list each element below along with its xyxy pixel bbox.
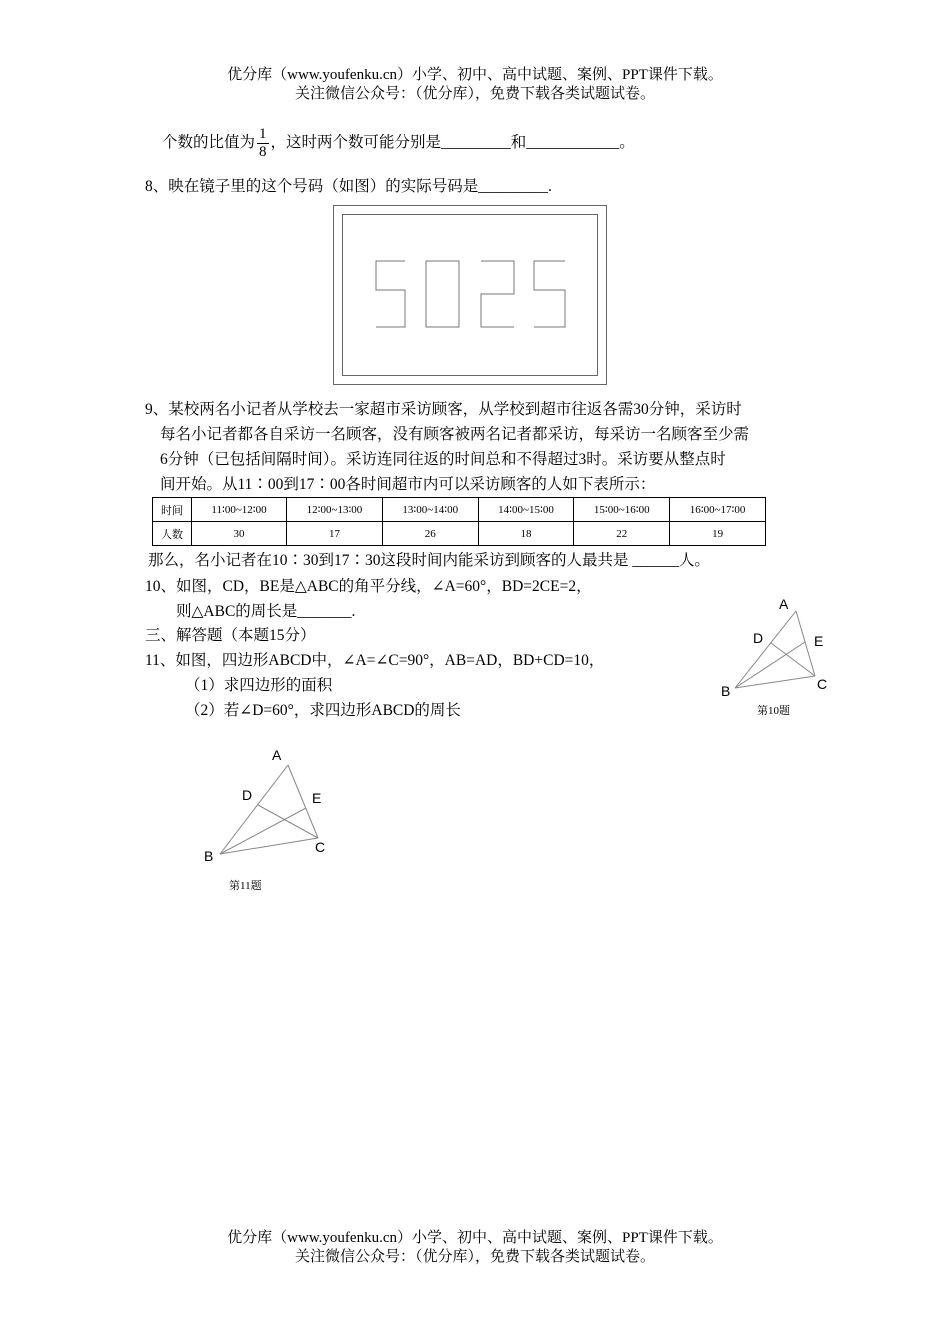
table-cell-time: 14∶00~15∶00: [478, 498, 574, 522]
table-cell-count: 18: [478, 522, 574, 546]
table-row-times: [153, 498, 766, 522]
q11-label-d: D: [242, 787, 253, 803]
q9-line-1: 9、某校两名小记者从学校去一家超市采访顾客，从学校到超市往返各需30分钟，采访时: [145, 401, 742, 418]
q10-line-2: 则△ABC的周长是_______.: [176, 603, 356, 620]
q10-label-a: A: [779, 596, 789, 612]
table-cell-time: 12∶00~13∶00: [287, 498, 383, 522]
q10-caption: 第10题: [757, 705, 790, 717]
q11-label-e: E: [312, 790, 322, 806]
q10-label-b: B: [721, 683, 731, 699]
q11-label-b: B: [204, 848, 214, 864]
q9-after: 那么，名小记者在10∶30到17∶30这段时间内能采访到顾客的人最共是 ______人。: [148, 552, 710, 569]
table-cell-count: 19: [670, 522, 766, 546]
q11-caption: 第11题: [229, 880, 262, 892]
q10-figure: [716, 592, 840, 722]
table-header-time: 时间: [153, 498, 192, 522]
digit-2: [481, 261, 514, 327]
q11-figure: [198, 742, 338, 894]
q10-label-d: D: [753, 630, 764, 646]
mirror-number-graphic: [333, 205, 607, 385]
section-3-title: 三、解答题（本题15分）: [145, 627, 316, 644]
q11-triangle: [198, 742, 338, 894]
table-cell-count: 17: [287, 522, 383, 546]
q9-line-4: 间开始。从11∶00到17∶00各时间超市内可以采访顾客的人如下表所示：: [160, 476, 656, 493]
table-cell-count: 22: [574, 522, 670, 546]
q9-line-2: 每名小记者都各自采访一名顾客，没有顾客被两名记者都采访，每采访一名顾客至少需: [160, 426, 750, 443]
table-header-count: 人数: [153, 522, 192, 546]
q11-label-c: C: [315, 839, 326, 855]
header-line-1: 优分库（www.youfenku.cn）小学、初中、高中试题、案例、PPT课件下载。: [227, 67, 723, 83]
q11-line-1: 11、如图，四边形ABCD中，∠A=∠C=90°，AB=AD，BD+CD=10，: [145, 652, 605, 669]
q10-line-1: 10、如图，CD，BE是△ABC的角平分线，∠A=60°，BD=2CE=2，: [145, 578, 592, 595]
q7-line: [162, 126, 635, 161]
table-cell-time: 13∶00~14∶00: [382, 498, 478, 522]
footer-line-1: 优分库（www.youfenku.cn）小学、初中、高中试题、案例、PPT课件下载。: [227, 1230, 723, 1246]
table-cell-time: 11∶00~12∶00: [192, 498, 287, 522]
q7-suffix: ，这时两个数可能分别是_________和____________。: [270, 134, 635, 152]
q9-line-3: 6分钟（已包括间隔时间）。采访连同往返的时间总和不得超过3时。采访要从整点时: [160, 451, 726, 468]
visitor-table: [152, 497, 766, 546]
q7-prefix: 个数的比值为: [162, 134, 256, 152]
header-line-2: 关注微信公众号：（优分库），免费下载各类试题试卷。: [294, 86, 655, 102]
digit-0: [426, 261, 459, 327]
table-cell-time: 16∶00~17∶00: [670, 498, 766, 522]
fraction-numerator: 1: [259, 126, 267, 142]
fraction-denominator: 8: [259, 144, 267, 160]
table-cell-time: 15∶00~16∶00: [574, 498, 670, 522]
table-cell-count: 30: [192, 522, 287, 546]
q11-part-2: （2）若∠D=60°，求四边形ABCD的周长: [185, 702, 461, 719]
digit-5-second: [534, 261, 565, 327]
digit-5-first: [376, 261, 405, 327]
table-row-counts: [153, 522, 766, 546]
footer-line-2: 关注微信公众号：（优分库），免费下载各类试题试卷。: [294, 1249, 655, 1265]
q11-label-a: A: [272, 747, 282, 763]
mirror-figure: [333, 205, 607, 385]
fraction: [257, 126, 269, 161]
q11-part-1: （1）求四边形的面积: [185, 677, 333, 694]
q10-label-c: C: [817, 676, 828, 692]
q8-text: 8、映在镜子里的这个号码（如图）的实际号码是_________.: [145, 178, 552, 195]
q10-label-e: E: [814, 633, 824, 649]
table-cell-count: 26: [382, 522, 478, 546]
